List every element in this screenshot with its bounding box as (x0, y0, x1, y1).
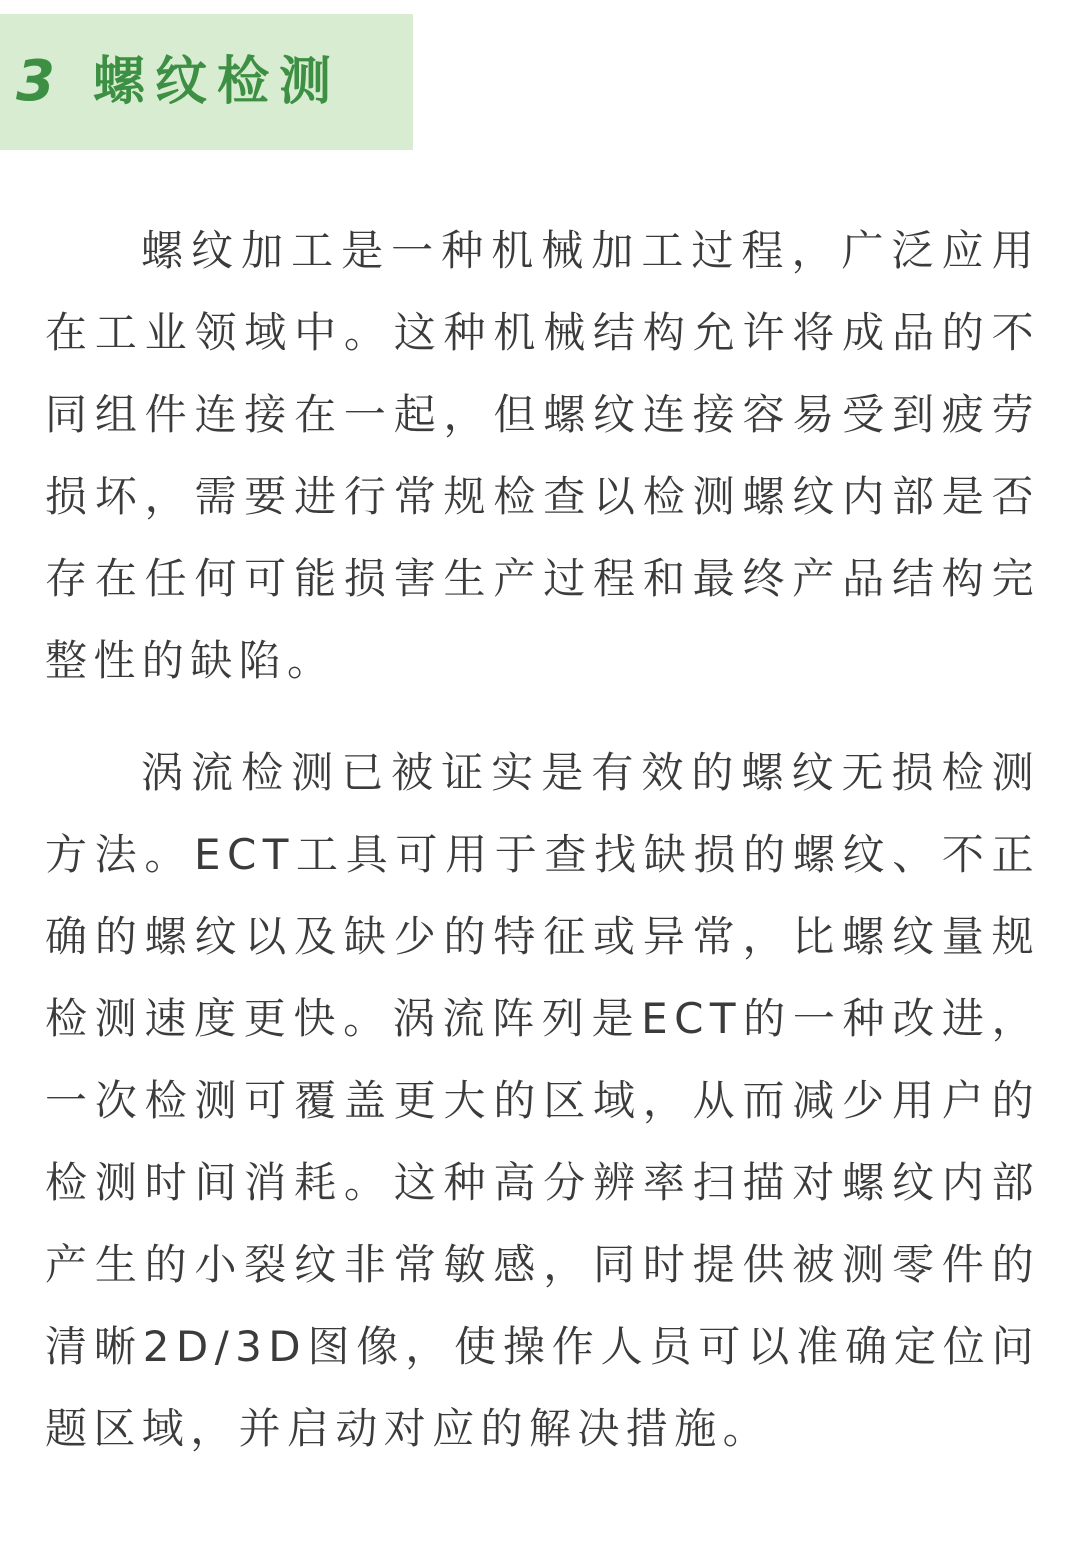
section-header (0, 14, 413, 150)
paragraph-thread-machining: 螺纹加工是一种机械加工过程，广泛应用在工业领域中。这种机械结构允许将成品的不同组件连接在一起，但螺纹连接容易受到疲劳损坏，需要进行常规检查以检测螺纹内部是否存在任何可能损害生产过程和最终产品结构完整性的缺陷。 (45, 226, 1040, 685)
section-title: 螺纹检测 (92, 52, 341, 112)
paragraph-eddy-current-testing: 涡流检测已被证实是有效的螺纹无损检测方法。ECT工具可用于查找缺损的螺纹、不正确的螺纹以及缺少的特征或异常，比螺纹量规检测速度更快。涡流阵列是ECT的一种改进，一次检测可覆盖更大的区域，从而减少用户的检测时间消耗。这种高分辨率扫描对螺纹内部产生的小裂纹非常敏感，同时提供被测零件的清晰2D/3D图像，使操作人员可以准确定位问题区域，并启动对应的解决措施。 (45, 748, 1040, 1453)
article-body (45, 210, 1040, 1470)
section-number: 3 (16, 49, 55, 114)
